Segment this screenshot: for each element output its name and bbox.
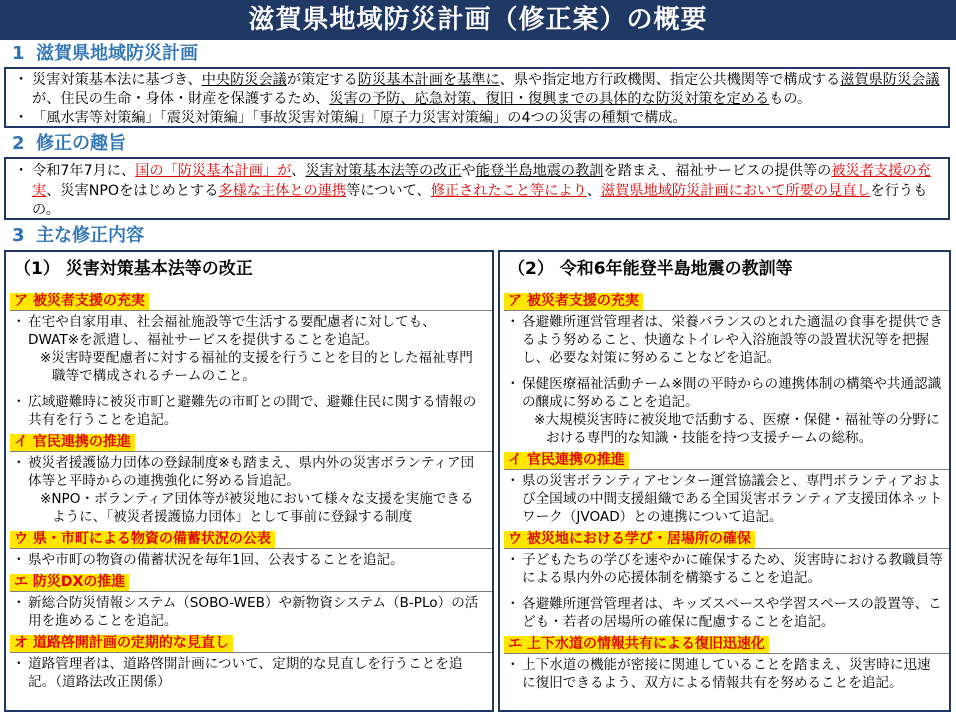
bullet-item: ・ 道路管理者は、道路啓開計画について、定期的な見直しを行うことを追記。（道路法改正関係） <box>10 655 486 691</box>
underlined-text: 防災基本計画を基準に <box>357 72 500 88</box>
text-segment: や <box>461 163 476 179</box>
subsection-tag: イ 官民連携の推進 <box>504 452 629 469</box>
highlight-text: 国の「防災基本計画」が <box>135 163 292 179</box>
bullet-item: ・ 在宅や自家用車、社会福祉施設等で生活する要配慮者に対しても、DWAT※を派遣し、福祉サービスを提供することを追記。 <box>10 313 486 349</box>
left-column-body <box>6 290 492 691</box>
subsection <box>10 528 492 569</box>
section-2-number: 2 <box>12 133 25 154</box>
bullet-item: ・ 各避難所運営管理者は、栄養バランスのとれた適温の食事を提供できるよう努めること、快適なトイレや入浴施設等の設置状況等を把握し、必要な対策に努めることなどを追記。 <box>504 313 943 367</box>
text-segment: 、 <box>586 182 601 199</box>
subsection-body <box>504 310 949 447</box>
section-1-heading <box>12 43 198 65</box>
text-segment: 、県や指定地方行政機関、指定公共機関等で構成する <box>499 72 841 88</box>
right-column-box <box>498 250 951 712</box>
right-column-title: （2） 令和6年能登半島地震の教訓等 <box>508 259 793 279</box>
text-segment: 「風水害等対策編」「震災対策編」「事故災害対策編」「原子力災害対策編」の4つの災害の種類で構成。 <box>32 110 687 126</box>
section-2-box <box>4 157 950 220</box>
subsection <box>504 449 949 526</box>
subsection-tag: エ 上下水道の情報共有による復旧迅速化 <box>504 636 769 653</box>
section-1-bullet-2 <box>12 109 942 128</box>
bullet-item: ・ 各避難所運営管理者は、キッズスペースや学習スペースの設置等、こども・若者の居場所の確保に配慮することを追記。 <box>504 595 943 631</box>
underlined-text: 能登半島地震の教訓 <box>475 163 604 179</box>
underlined-text: 滋賀県防災会議 <box>840 72 940 88</box>
bullet-item: ・ 被災者援護協力団体の登録制度※も踏まえ、県内外の災害ボランティア団体等と平時からの連携強化に努める旨追記。 <box>10 454 486 490</box>
subsection-tag: ア 被災者支援の充実 <box>504 293 643 310</box>
section-3-number: 3 <box>12 225 25 246</box>
section-2-title: 修正の趣旨 <box>36 133 126 154</box>
section-2-bullet-1 <box>12 162 942 221</box>
subsection-tag: オ 道路啓開計画の定期的な見直し <box>10 635 233 652</box>
bullet-item: ・ 上下水道の機能が密接に関連していることを踏まえ、災害時に迅速に復旧できるよう、双方による情報共有を努めることを追記。 <box>504 656 943 692</box>
subsection-tag: ウ 県・市町による物資の備蓄状況の公表 <box>10 531 275 548</box>
spacer <box>504 367 949 375</box>
section-3-heading <box>12 225 144 247</box>
underlined-text: 災害の予防、応急対策、復旧・復興までの具体的な防災対策を定める <box>329 91 770 107</box>
section-1-bullet-1 <box>12 71 942 109</box>
text-segment: 令和7年7月に、 <box>32 163 136 179</box>
page-title: 滋賀県地域防災計画（修正案）の概要 <box>0 0 956 40</box>
subsection <box>504 528 949 631</box>
subsection-body <box>10 548 492 569</box>
text-segment: が、住民の生命・身体・財産を保護するため、 <box>32 91 330 107</box>
subsection-tag: ア 被災者支援の充実 <box>10 293 149 310</box>
subsection-body <box>10 591 492 630</box>
note-item: ※大規模災害時に被災地で活動する、医療・保健・福祉等の分野における専門的な知識・技能を持つ支援チームの総称。 <box>534 412 940 446</box>
text-segment: もの。 <box>769 91 812 107</box>
highlight-text: 滋賀県地域防災計画において所要の見直し <box>600 182 871 199</box>
subsection-body <box>10 652 492 691</box>
subsection-body <box>504 653 949 692</box>
subsection-tag: イ 官民連携の推進 <box>10 434 135 451</box>
spacer <box>10 385 492 393</box>
text-segment: 、 <box>291 163 306 179</box>
subsection <box>10 431 492 526</box>
subsection-tag: ウ 被災地における学び・居場所の確保 <box>504 531 755 548</box>
subsection <box>10 290 492 429</box>
right-column-body <box>500 290 949 692</box>
bullet-item: ・ 県の災害ボランティアセンター運営協議会と、専門ボランティアおよび全国域の中間支援組織である全国災害ボランティア支援団体ネットワーク（JVOAD）との連携について追記。 <box>504 472 943 526</box>
highlight-text: 被災者支援の充実 <box>32 163 931 199</box>
note-item: ※災害時要配慮者に対する福祉的支援を行うことを目的とした福祉専門職等で構成されるチームのこと。 <box>40 350 473 384</box>
underlined-text: 中央防災会議 <box>201 72 287 88</box>
spacer <box>504 587 949 595</box>
bullet-item: ・ 子どもたちの学びを速やかに確保するため、災害時における教職員等による県内外の応援体制を構築することを追記。 <box>504 551 943 587</box>
text-segment: が策定する <box>286 72 358 88</box>
subsection <box>504 633 949 692</box>
section-1-box <box>4 67 950 128</box>
highlight-text: 多様な主体との連携 <box>218 182 347 199</box>
section-2-heading <box>12 133 126 155</box>
text-segment: 、災害NPOをはじめとする <box>46 182 219 199</box>
text-segment: を行うもの。 <box>32 182 928 218</box>
bullet-item: ・ 県や市町の物資の備蓄状況を毎年1回、公表することを追記。 <box>10 551 486 569</box>
subsection <box>10 632 492 691</box>
subsection-tag: エ 防災DXの推進 <box>10 574 129 591</box>
section-1-title: 滋賀県地域防災計画 <box>36 43 198 64</box>
subsection <box>10 571 492 630</box>
text-segment: 等について、 <box>346 182 431 199</box>
left-column-title: （1） 災害対策基本法等の改正 <box>14 259 253 279</box>
underlined-text: 災害対策基本法等の改正 <box>305 163 462 179</box>
bullet-item: ・ 広域避難時に被災市町と避難先の市町との間で、避難住民に関する情報の共有を行うことを追記。 <box>10 393 486 429</box>
subsection-body <box>504 548 949 631</box>
subsection-body <box>10 310 492 429</box>
text-segment: 災害対策基本法に基づき、 <box>32 72 202 88</box>
subsection-body <box>504 469 949 526</box>
text-segment: を踏まえ、福祉サービスの提供等の <box>603 163 832 179</box>
note-item: ※NPO・ボランティア団体等が被災地において様々な支援を実施できるように、「被災者援護協力団体」として事前に登録する制度 <box>40 491 474 525</box>
section-1-number: 1 <box>12 43 25 64</box>
highlight-text: 修正されたこと等により <box>430 182 587 199</box>
section-3-title: 主な修正内容 <box>36 225 144 246</box>
bullet-item: ・ 新総合防災情報システム（SOBO-WEB）や新物資システム（B-PLo）の活用を進めることを追記。 <box>10 594 486 630</box>
bullet-item: ・ 保健医療福祉活動チーム※間の平時からの連携体制の構築や共通認識の醸成に努めることを追記。 <box>504 375 943 411</box>
subsection-body <box>10 451 492 526</box>
left-column-box <box>4 250 494 712</box>
subsection <box>504 290 949 447</box>
